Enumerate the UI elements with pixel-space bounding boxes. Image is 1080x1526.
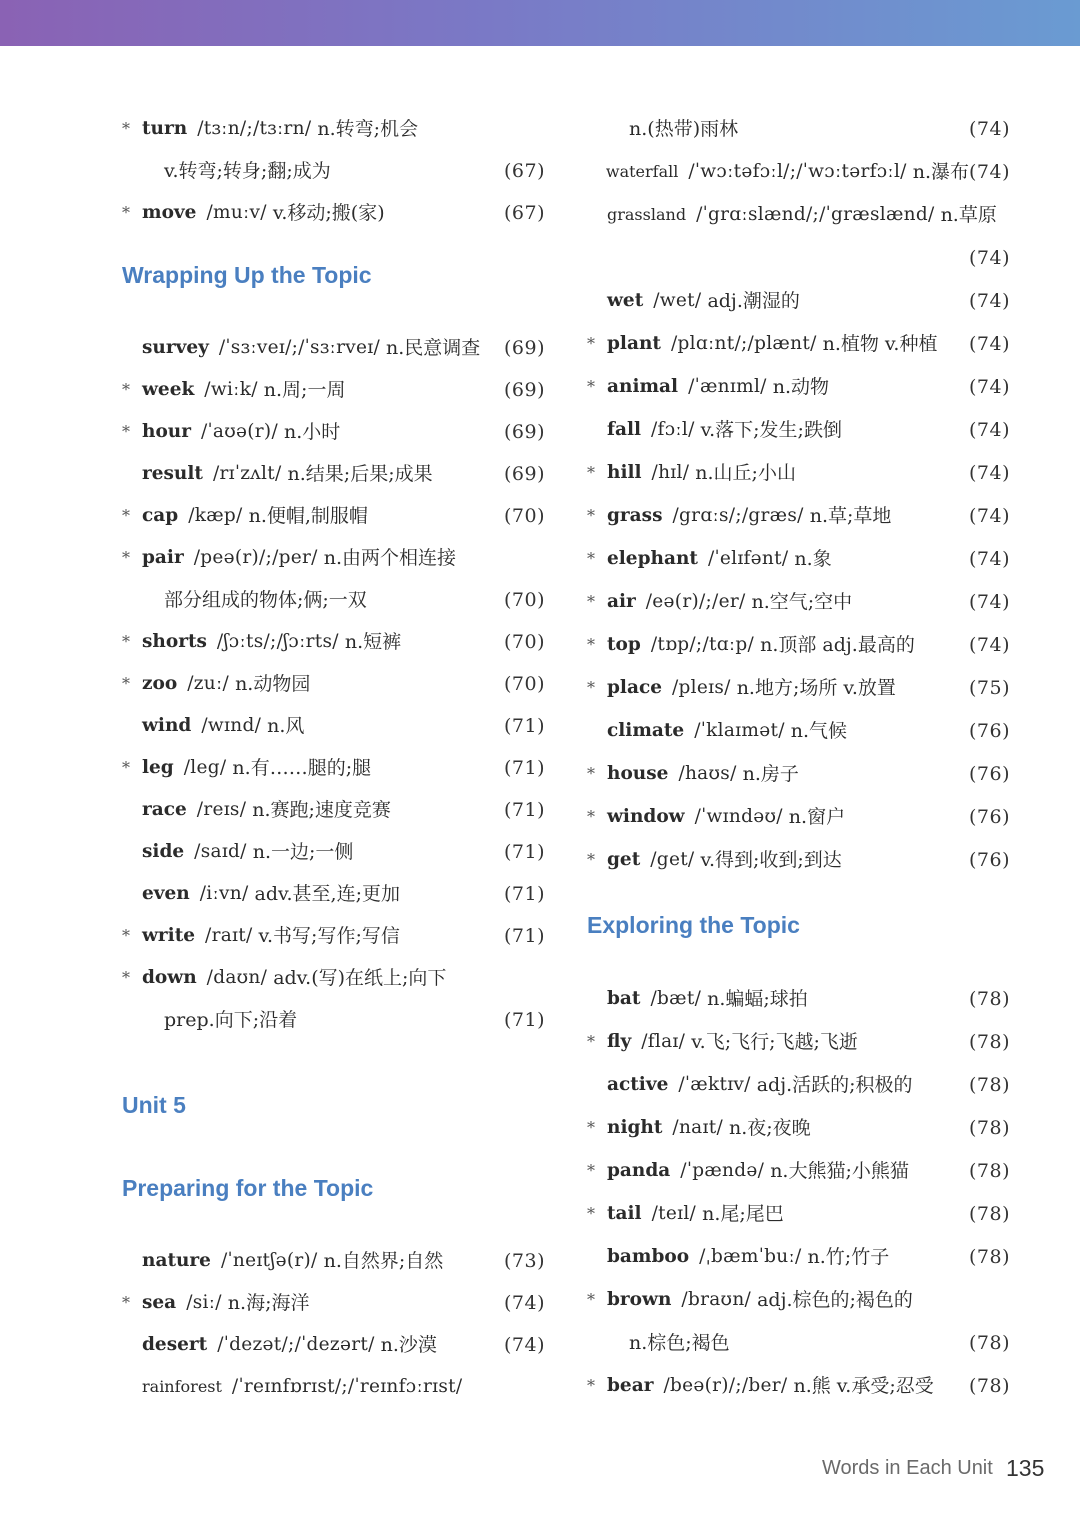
vocab-entry	[122, 915, 545, 957]
entry-definition: n.草原	[940, 204, 997, 226]
entry-continuation-line	[122, 999, 545, 1041]
entry-phonetic: /siː/	[186, 1292, 222, 1313]
key-word-star: *	[587, 463, 595, 482]
entry-definition: v.落下;发生;跌倒	[700, 419, 842, 441]
key-word-star: *	[587, 807, 595, 826]
entry-word: waterfall	[605, 162, 679, 181]
key-word-star: *	[122, 119, 130, 138]
entry-phonetic: /ˈaʊə(r)/	[201, 421, 278, 442]
entry-page-ref: (74)	[968, 247, 1010, 269]
vocab-entry	[122, 789, 545, 831]
entry-page-ref: (78)	[968, 1375, 1010, 1397]
entry-phonetic: /zuː/	[187, 673, 230, 694]
entry-phonetic: /reɪs/	[196, 799, 247, 820]
entry-word: hill	[607, 462, 642, 483]
entry-page-ref: (74)	[968, 419, 1010, 441]
entry-definition: n.地方;场所 v.放置	[736, 677, 896, 699]
entry-word: house	[607, 763, 669, 784]
vocab-entry	[587, 409, 1010, 451]
key-word-star: *	[587, 764, 595, 783]
entry-definition: v.飞;飞行;飞越;飞逝	[691, 1031, 858, 1053]
entry-word: turn	[142, 118, 188, 139]
entry-definition: n.植物 v.种植	[822, 333, 938, 355]
key-word-star: *	[122, 968, 130, 987]
key-word-star: *	[122, 1293, 130, 1312]
entry-phonetic: /saɪd/	[194, 841, 247, 862]
entry-page-ref: (76)	[968, 806, 1010, 828]
entry-definition: v.书写;写作;写信	[258, 925, 400, 947]
entry-definition: n.结果;后果;成果	[287, 463, 433, 485]
entry-page-ref: (70)	[503, 631, 545, 653]
entry-page-ref: (74)	[968, 505, 1010, 527]
vocab-entry	[587, 839, 1010, 881]
entry-word: nature	[142, 1250, 211, 1271]
entry-phonetic: /eə(r)/;/er/	[645, 591, 746, 612]
section-heading: Wrapping Up the Topic	[122, 262, 372, 288]
entry-definition: n.夜;夜晚	[728, 1117, 811, 1139]
entry-word: place	[607, 677, 662, 698]
entry-definition: n.窗户	[788, 806, 846, 828]
entry-word: zoo	[142, 673, 178, 694]
entry-page-ref: (76)	[968, 849, 1010, 871]
entry-page-ref: (78)	[968, 988, 1010, 1010]
vocab-entry	[587, 280, 1010, 322]
entry-phonetic: /get/	[650, 849, 695, 870]
entry-word: panda	[607, 1160, 671, 1181]
vocab-entry	[122, 1282, 545, 1324]
key-word-star: *	[587, 592, 595, 611]
vocab-entry	[122, 327, 545, 369]
entry-definition: n.海;海洋	[227, 1292, 310, 1314]
entry-phonetic: /wiːk/	[204, 379, 258, 400]
vocab-entry	[587, 1064, 1010, 1106]
entry-page-ref: (69)	[503, 421, 545, 443]
entry-phonetic: /muːv/	[206, 202, 267, 223]
entry-word: brown	[607, 1289, 672, 1310]
entry-definition: n.周;一周	[263, 379, 346, 401]
key-word-star: *	[587, 850, 595, 869]
entry-page-ref: (74)	[503, 1334, 545, 1356]
entry-definition: v.得到;收到;到达	[700, 849, 842, 871]
entry-word: wet	[607, 290, 644, 311]
entry-word: bamboo	[607, 1246, 690, 1267]
entry-phonetic: /hɪl/	[651, 462, 690, 483]
vocab-entry	[587, 624, 1010, 666]
entry-phonetic: /plɑːnt/;/plænt/	[670, 333, 817, 354]
entry-word: window	[607, 806, 685, 827]
key-word-star: *	[587, 1161, 595, 1180]
entry-word: week	[142, 379, 195, 400]
vocab-entry	[122, 411, 545, 453]
entry-page-ref: (71)	[503, 1009, 545, 1031]
entry-phonetic: /wet/	[653, 290, 702, 311]
entry-definition: n.气候	[790, 720, 848, 742]
entry-word: grass	[607, 505, 663, 526]
entry-word: write	[142, 925, 196, 946]
vocab-entry	[587, 1021, 1010, 1063]
entry-page-ref: (67)	[503, 202, 545, 224]
entry-definition: v.转弯;转身;翻;成为	[164, 160, 331, 182]
entry-page-ref: (71)	[503, 883, 545, 905]
key-word-star: *	[587, 1032, 595, 1051]
vocab-entry	[587, 1193, 1010, 1235]
vocab-entry	[122, 1366, 545, 1408]
key-word-star: *	[122, 758, 130, 777]
entry-definition: prep.向下;沿着	[164, 1009, 298, 1031]
entry-page-ref: (69)	[503, 463, 545, 485]
entry-definition: n.大熊猫;小熊猫	[770, 1160, 909, 1182]
entry-definition: n.沙漠	[380, 1334, 437, 1356]
entry-definition: 部分组成的物体;俩;一双	[164, 589, 367, 611]
entry-definition: adj.活跃的;积极的	[756, 1074, 913, 1096]
entry-definition: n.竹;竹子	[807, 1246, 890, 1268]
entry-page-ref: (78)	[968, 1246, 1010, 1268]
key-word-star: *	[587, 1118, 595, 1137]
entry-phonetic: /teɪl/	[651, 1203, 697, 1224]
entry-word: pair	[142, 547, 184, 568]
key-word-star: *	[122, 674, 130, 693]
entry-word: climate	[607, 720, 685, 741]
entry-definition: n.房子	[742, 763, 799, 785]
entry-definition: adj.棕色的;褐色的	[757, 1289, 913, 1311]
vocab-entry	[587, 194, 1010, 236]
key-word-star: *	[587, 549, 595, 568]
entry-definition: n.一边;一侧	[252, 841, 354, 863]
entry-definition: n.蝙蝠;球拍	[707, 988, 808, 1010]
entry-word: top	[607, 634, 641, 655]
vocab-entry	[122, 831, 545, 873]
entry-page-ref: (76)	[968, 720, 1010, 742]
entry-page-ref: (74)	[968, 333, 1010, 355]
entry-definition: n.风	[267, 715, 305, 737]
entry-phonetic: /bæt/	[650, 988, 702, 1009]
entry-definition: n.尾;尾巴	[702, 1203, 784, 1225]
entry-page-ref: (74)	[968, 548, 1010, 570]
vocab-entry	[587, 1107, 1010, 1149]
entry-phonetic: /ˈgrɑːslænd/;/ˈgræslænd/	[696, 204, 935, 225]
entry-phonetic: /rɪˈzʌlt/	[212, 463, 282, 484]
entry-phonetic: /pleɪs/	[672, 677, 731, 698]
entry-page-ref: (78)	[968, 1031, 1010, 1053]
entry-page-ref: (71)	[503, 799, 545, 821]
entry-word: rainforest	[142, 1377, 222, 1396]
entry-word: survey	[142, 337, 209, 358]
vocab-entry	[587, 581, 1010, 623]
entry-definition: n.瀑布	[912, 161, 969, 183]
entry-page-ref: (71)	[503, 925, 545, 947]
entry-page-ref: (78)	[968, 1332, 1010, 1354]
entry-definition: n.顶部 adj.最高的	[760, 634, 915, 656]
entry-phonetic: /tɒp/;/tɑːp/	[650, 634, 755, 655]
key-word-star: *	[587, 678, 595, 697]
vocab-entry	[587, 710, 1010, 752]
entry-page-ref: (70)	[503, 589, 545, 611]
entry-word: desert	[142, 1334, 208, 1355]
entry-definition: n.自然界;自然	[323, 1250, 444, 1272]
vocab-entry	[587, 1365, 1010, 1407]
header-color-band	[0, 0, 1080, 46]
entry-continuation-line	[587, 1322, 1010, 1364]
entry-phonetic: /flaɪ/	[641, 1031, 686, 1052]
entry-word: side	[142, 841, 185, 862]
entry-phonetic: /naɪt/	[672, 1117, 723, 1138]
entry-definition: n.动物	[772, 376, 829, 398]
entry-page-ref: (71)	[503, 715, 545, 737]
key-word-star: *	[587, 377, 595, 396]
entry-word: fly	[607, 1031, 632, 1052]
entry-phonetic: /grɑːs/;/græs/	[672, 505, 804, 526]
entry-word: tail	[607, 1203, 642, 1224]
entry-page-ref: (74)	[968, 290, 1010, 312]
entry-page-ref: (73)	[503, 1250, 545, 1272]
key-word-star: *	[587, 506, 595, 525]
vocab-entry	[122, 1324, 545, 1366]
entry-phonetic: /wɪnd/	[201, 715, 262, 736]
entry-continuation-line	[122, 150, 545, 192]
vocab-entry	[587, 1236, 1010, 1278]
entry-continuation-line	[587, 108, 1010, 150]
entry-word: fall	[607, 419, 642, 440]
key-word-star: *	[587, 1376, 595, 1395]
vocab-entry	[587, 667, 1010, 709]
vocab-entry	[587, 452, 1010, 494]
vocab-entry	[122, 873, 545, 915]
vocab-entry	[122, 495, 545, 537]
section-heading: Unit 5	[122, 1092, 186, 1118]
vocab-entry	[122, 108, 545, 150]
entry-definition: n.赛跑;速度竞赛	[252, 799, 391, 821]
entry-definition: n.短裤	[344, 631, 402, 653]
entry-word: sea	[142, 1292, 177, 1313]
entry-phonetic: /iːvn/	[199, 883, 249, 904]
vocab-entry	[587, 366, 1010, 408]
vocab-entry	[587, 753, 1010, 795]
entry-word: leg	[142, 757, 174, 778]
vocab-entry	[587, 151, 1010, 193]
entry-word: animal	[607, 376, 679, 397]
vocab-entry	[122, 192, 545, 234]
entry-phonetic: /ˈsɜːveɪ/;/ˈsɜːrveɪ/	[218, 337, 380, 358]
entry-word: bat	[607, 988, 641, 1009]
vocab-entry	[587, 978, 1010, 1020]
entry-page-ref: (78)	[968, 1160, 1010, 1182]
entry-phonetic: /ˈpændə/	[680, 1160, 765, 1181]
entry-continuation-line	[587, 237, 1010, 279]
vocab-entry	[587, 1150, 1010, 1192]
key-word-star: *	[122, 506, 130, 525]
vocab-entry	[122, 957, 545, 999]
vocab-entry	[122, 1240, 545, 1282]
entry-word: cap	[142, 505, 179, 526]
vocab-entry	[122, 705, 545, 747]
vocab-entry	[587, 538, 1010, 580]
entry-definition: n.由两个相连接	[323, 547, 457, 569]
key-word-star: *	[587, 1290, 595, 1309]
entry-word: down	[142, 967, 197, 988]
key-word-star: *	[587, 334, 595, 353]
entry-word: result	[142, 463, 203, 484]
entry-continuation-line	[122, 579, 545, 621]
entry-definition: n.象	[794, 548, 832, 570]
vocab-entry	[587, 495, 1010, 537]
entry-phonetic: /tɜːn/;/tɜːrn/	[197, 118, 312, 139]
entry-definition: n.有……腿的;腿	[232, 757, 372, 779]
entry-phonetic: /ʃɔːts/;/ʃɔːrts/	[216, 631, 339, 652]
entry-page-ref: (74)	[968, 376, 1010, 398]
page-number: 135	[1006, 1455, 1045, 1481]
entry-word: grassland	[607, 205, 687, 224]
entry-page-ref: (78)	[968, 1074, 1010, 1096]
section-heading: Exploring the Topic	[587, 912, 800, 938]
entry-phonetic: /ˈdezət/;/ˈdezərt/	[217, 1334, 375, 1355]
entry-word: air	[607, 591, 636, 612]
entry-phonetic: /ˈneɪtʃə(r)/	[220, 1250, 318, 1271]
entry-page-ref: (69)	[503, 337, 545, 359]
entry-page-ref: (74)	[968, 634, 1010, 656]
entry-phonetic: /ˈklaɪmət/	[694, 720, 785, 741]
vocab-entry	[122, 621, 545, 663]
key-word-star: *	[122, 422, 130, 441]
entry-definition: adv.甚至,连;更加	[254, 883, 400, 905]
key-word-star: *	[587, 635, 595, 654]
entry-word: shorts	[142, 631, 207, 652]
entry-phonetic: /peə(r)/;/per/	[193, 547, 318, 568]
entry-definition: n.小时	[283, 421, 341, 443]
key-word-star: *	[587, 1204, 595, 1223]
vocab-entry	[587, 1279, 1010, 1321]
entry-word: hour	[142, 421, 191, 442]
entry-phonetic: /ˈwɔːtəfɔːl/;/ˈwɔːtərfɔːl/	[688, 161, 907, 182]
entry-page-ref: (76)	[968, 763, 1010, 785]
entry-word: wind	[142, 715, 192, 736]
entry-page-ref: (74)	[503, 1292, 545, 1314]
entry-definition: n.动物园	[235, 673, 311, 695]
entry-page-ref: (67)	[503, 160, 545, 182]
entry-page-ref: (71)	[503, 841, 545, 863]
entry-definition: n.转弯;机会	[317, 118, 419, 140]
entry-page-ref: (78)	[968, 1117, 1010, 1139]
entry-word: plant	[607, 333, 661, 354]
entry-definition: n.便帽,制服帽	[248, 505, 368, 527]
entry-phonetic: /kæp/	[188, 505, 243, 526]
entry-phonetic: /daʊn/	[206, 967, 268, 988]
entry-phonetic: /ˈreɪnfɒrɪst/;/ˈreɪnfɔːrɪst/	[231, 1376, 463, 1397]
entry-definition: adj.潮湿的	[707, 290, 800, 312]
vocab-entry	[587, 796, 1010, 838]
key-word-star: *	[122, 632, 130, 651]
entry-phonetic: /ˈænɪml/	[688, 376, 767, 397]
entry-page-ref: (70)	[503, 505, 545, 527]
entry-phonetic: /ˈelɪfənt/	[707, 548, 789, 569]
entry-definition: v.移动;搬(家)	[272, 202, 385, 224]
entry-word: elephant	[607, 548, 698, 569]
entry-phonetic: /fɔːl/	[651, 419, 695, 440]
key-word-star: *	[122, 548, 130, 567]
entry-word: night	[607, 1117, 663, 1138]
entry-page-ref: (69)	[503, 379, 545, 401]
entry-word: race	[142, 799, 187, 820]
entry-page-ref: (74)	[968, 591, 1010, 613]
entry-definition: n.草;草地	[809, 505, 892, 527]
entry-page-ref: (75)	[968, 677, 1010, 699]
entry-phonetic: /ˌbæmˈbuː/	[699, 1246, 802, 1267]
vocab-entry	[122, 369, 545, 411]
entry-definition: n.(热带)雨林	[629, 118, 739, 140]
entry-page-ref: (74)	[968, 462, 1010, 484]
key-word-star: *	[122, 203, 130, 222]
key-word-star: *	[122, 380, 130, 399]
footer-title: Words in Each Unit	[822, 1457, 993, 1479]
vocab-entry	[122, 537, 545, 579]
entry-definition: n.山丘;小山	[695, 462, 796, 484]
vocab-entry	[122, 453, 545, 495]
key-word-star: *	[122, 926, 130, 945]
entry-phonetic: /beə(r)/;/ber/	[663, 1375, 788, 1396]
entry-phonetic: /raɪt/	[205, 925, 253, 946]
entry-definition: n.民意调查	[385, 337, 481, 359]
section-heading: Preparing for the Topic	[122, 1175, 374, 1201]
entry-word: move	[142, 202, 197, 223]
entry-page-ref: (74)	[968, 118, 1010, 140]
entry-definition: n.棕色;褐色	[629, 1332, 730, 1354]
entry-page-ref: (74)	[968, 161, 1010, 183]
vocab-entry	[122, 663, 545, 705]
entry-page-ref: (70)	[503, 673, 545, 695]
entry-phonetic: /haʊs/	[678, 763, 737, 784]
entry-definition: n.空气;空中	[751, 591, 853, 613]
entry-phonetic: /ˈæktɪv/	[678, 1074, 751, 1095]
vocab-entry	[587, 323, 1010, 365]
entry-definition: adv.(写)在纸上;向下	[273, 967, 447, 989]
entry-phonetic: /braʊn/	[681, 1289, 752, 1310]
entry-word: active	[607, 1074, 669, 1095]
entry-definition: n.熊 v.承受;忍受	[793, 1375, 934, 1397]
entry-phonetic: /leg/	[183, 757, 227, 778]
vocab-entry	[122, 747, 545, 789]
entry-word: get	[607, 849, 641, 870]
entry-page-ref: (78)	[968, 1203, 1010, 1225]
entry-phonetic: /ˈwɪndəʊ/	[694, 806, 783, 827]
entry-word: bear	[607, 1375, 654, 1396]
entry-word: even	[142, 883, 190, 904]
entry-page-ref: (71)	[503, 757, 545, 779]
